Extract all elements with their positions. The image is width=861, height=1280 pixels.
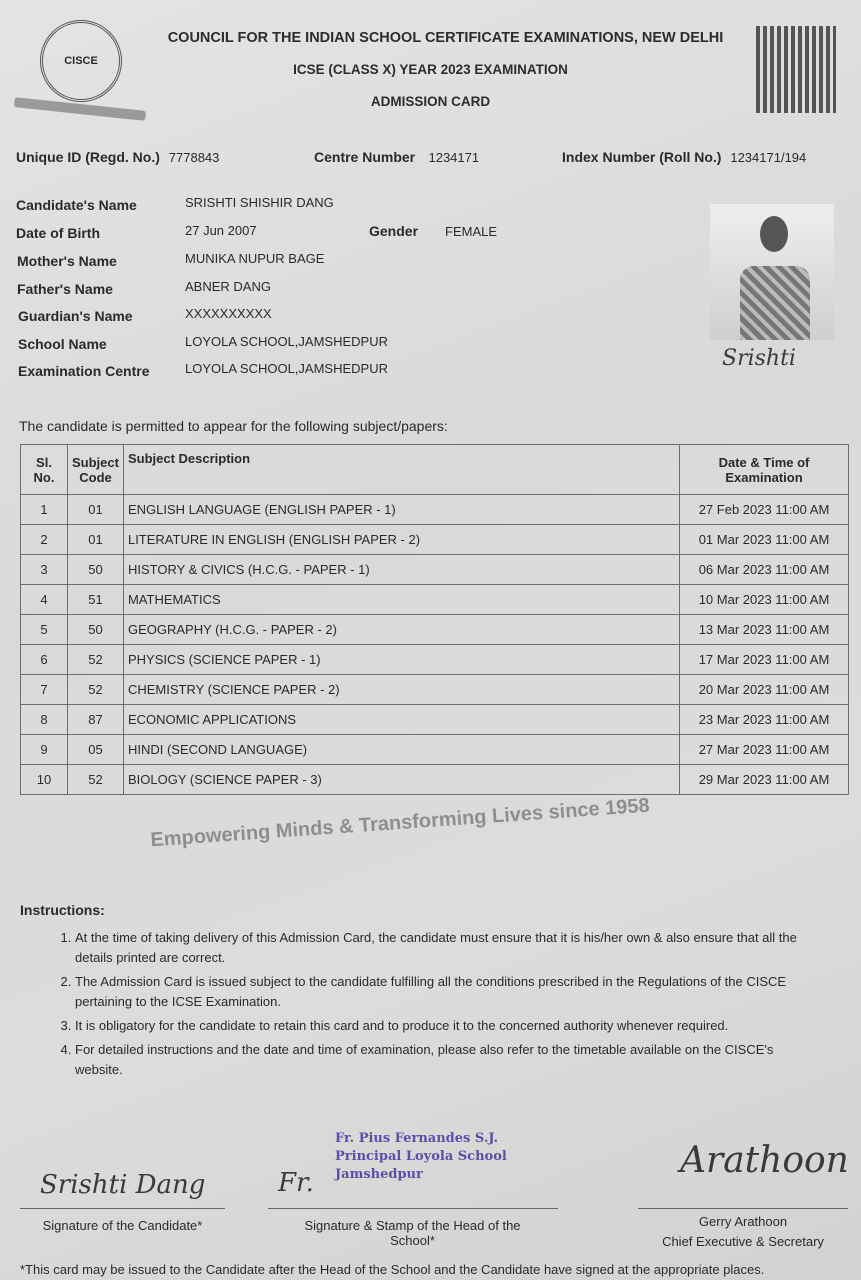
mother-label: Mother's Name (17, 253, 117, 269)
subject-description: PHYSICS (SCIENCE PAPER - 1) (123, 645, 679, 675)
father-value: ABNER DANG (185, 279, 271, 294)
school-label: School Name (18, 336, 107, 352)
subjects-table (20, 444, 849, 795)
watermark-tagline: Empowering Minds & Transforming Lives since 1958 (149, 794, 651, 852)
dob-label: Date of Birth (16, 225, 100, 241)
table-row (21, 495, 849, 525)
permit-text: The candidate is permitted to appear for the following subject/papers: (19, 418, 448, 434)
exam-date-time: 17 Mar 2023 11:00 AM (680, 645, 849, 675)
table-row (21, 675, 849, 705)
exam-date-time: 13 Mar 2023 11:00 AM (680, 615, 849, 645)
exam-date-time: 29 Mar 2023 11:00 AM (680, 765, 849, 795)
subject-code: 05 (68, 735, 124, 765)
sl-no: 10 (21, 765, 68, 795)
header-subject-code: Subject Code (68, 445, 124, 495)
subject-description: LITERATURE IN ENGLISH (ENGLISH PAPER - 2) (123, 525, 679, 555)
chief-name: Gerry Arathoon (698, 1214, 788, 1229)
instruction-item: 3. It is obligatory for the candidate to retain this card and to produce it to the concerned authority whenever required. (75, 1016, 820, 1036)
sl-no: 7 (21, 675, 68, 705)
sl-no: 2 (21, 525, 68, 555)
sl-no: 9 (21, 735, 68, 765)
school-stamp: Fr. Pius Fernandes S.J. Principal Loyola School Jamshedpur (335, 1131, 507, 1182)
head-signature: Fr. (278, 1168, 314, 1198)
subject-description: ENGLISH LANGUAGE (ENGLISH PAPER - 1) (123, 495, 679, 525)
index-value: 1234171/194 (730, 150, 807, 165)
table-row (21, 645, 849, 675)
candidate-signature-caption: Signature of the Candidate* (42, 1218, 203, 1233)
exam-date-time: 06 Mar 2023 11:00 AM (680, 555, 849, 585)
gender-value: FEMALE (445, 224, 498, 239)
gender-label: Gender (369, 223, 419, 239)
subject-code: 87 (68, 705, 124, 735)
head-signature-caption: Signature & Stamp of the Head of the School* (304, 1218, 521, 1248)
exam-date-time: 01 Mar 2023 11:00 AM (680, 525, 849, 555)
index-number (562, 149, 806, 167)
subject-code: 51 (68, 585, 124, 615)
mother-value: MUNIKA NUPUR BAGE (185, 251, 325, 266)
subject-code: 52 (68, 675, 124, 705)
table-row (21, 765, 849, 795)
subject-description: GEOGRAPHY (H.C.G. - PAPER - 2) (123, 615, 679, 645)
table-row (21, 585, 849, 615)
subject-code: 52 (68, 765, 124, 795)
exam-date-time: 27 Mar 2023 11:00 AM (680, 735, 849, 765)
subject-description: MATHEMATICS (123, 585, 679, 615)
candidate-photo (710, 204, 834, 340)
subject-description: BIOLOGY (SCIENCE PAPER - 3) (123, 765, 679, 795)
subject-code: 01 (68, 495, 124, 525)
guardian-label: Guardian's Name (18, 308, 133, 324)
subject-code: 50 (68, 615, 124, 645)
exam-date-time: 23 Mar 2023 11:00 AM (680, 705, 849, 735)
centre-value: 1234171 (428, 150, 480, 165)
exam-centre-value: LOYOLA SCHOOL,JAMSHEDPUR (185, 361, 388, 376)
table-row (21, 735, 849, 765)
table-row (21, 615, 849, 645)
sl-no: 3 (21, 555, 68, 585)
table-row (21, 705, 849, 735)
instructions (20, 900, 820, 1084)
sl-no: 1 (21, 495, 68, 525)
table-row (21, 555, 849, 585)
exam-centre-label: Examination Centre (18, 363, 150, 379)
dob-value: 27 Jun 2007 (185, 223, 257, 238)
uid-label: Unique ID (Regd. No.) (16, 149, 160, 165)
subject-description: ECONOMIC APPLICATIONS (123, 705, 679, 735)
chief-signature: Arathoon (680, 1140, 849, 1181)
photo-signature: Srishti (722, 346, 796, 371)
index-label: Index Number (Roll No.) (562, 149, 722, 165)
exam-date-time: 27 Feb 2023 11:00 AM (680, 495, 849, 525)
subject-code: 01 (68, 525, 124, 555)
name-label: Candidate's Name (16, 197, 137, 213)
exam-date-time: 20 Mar 2023 11:00 AM (680, 675, 849, 705)
sl-no: 5 (21, 615, 68, 645)
card-title: ADMISSION CARD (370, 94, 491, 109)
subject-code: 52 (68, 645, 124, 675)
qr-code (756, 26, 836, 113)
guardian-value: XXXXXXXXXX (185, 306, 272, 321)
father-label: Father's Name (17, 281, 113, 297)
header-sl-no: Sl. No. (21, 445, 68, 495)
chief-title: Chief Executive & Secretary (662, 1234, 824, 1249)
council-title: COUNCIL FOR THE INDIAN SCHOOL CERTIFICATE EXAMINATIONS, NEW DELHI (167, 30, 724, 46)
instruction-item: 1. At the time of taking delivery of this Admission Card, the candidate must ensure that it is his/her own & also ensure that all the details printed are correct. (75, 928, 820, 968)
instruction-item: 2. The Admission Card is issued subject to the candidate fulfilling all the conditions prescribed in the Regulations of the CISCE pertaining to the ICSE Examination. (75, 972, 820, 1012)
candidate-signature: Srishti Dang (40, 1170, 206, 1200)
subject-description: HINDI (SECOND LANGUAGE) (123, 735, 679, 765)
unique-id (16, 149, 219, 167)
sl-no: 4 (21, 585, 68, 615)
instructions-title: Instructions: (20, 902, 105, 918)
subject-code: 50 (68, 555, 124, 585)
name-value: SRISHTI SHISHIR DANG (185, 195, 334, 210)
subject-description: HISTORY & CIVICS (H.C.G. - PAPER - 1) (123, 555, 679, 585)
header-subject-description: Subject Description (123, 445, 679, 495)
uid-value: 7778843 (168, 150, 220, 165)
subject-description: CHEMISTRY (SCIENCE PAPER - 2) (123, 675, 679, 705)
centre-number (314, 149, 479, 167)
centre-label: Centre Number (314, 149, 416, 165)
sl-no: 8 (21, 705, 68, 735)
instruction-item: 4. For detailed instructions and the date and time of examination, please also refer to the timetable available on the CISCE's website. (75, 1040, 820, 1080)
footer-note: *This card may be issued to the Candidate after the Head of the School and the Candidate have signed at the appropriate places. (20, 1262, 765, 1277)
exam-date-time: 10 Mar 2023 11:00 AM (680, 585, 849, 615)
exam-title: ICSE (CLASS X) YEAR 2023 EXAMINATION (293, 62, 568, 77)
sl-no: 6 (21, 645, 68, 675)
school-value: LOYOLA SCHOOL,JAMSHEDPUR (185, 334, 388, 349)
cisce-logo-text: CISCE (64, 55, 98, 67)
header-date-time: Date & Time of Examination (680, 445, 849, 495)
table-row (21, 525, 849, 555)
